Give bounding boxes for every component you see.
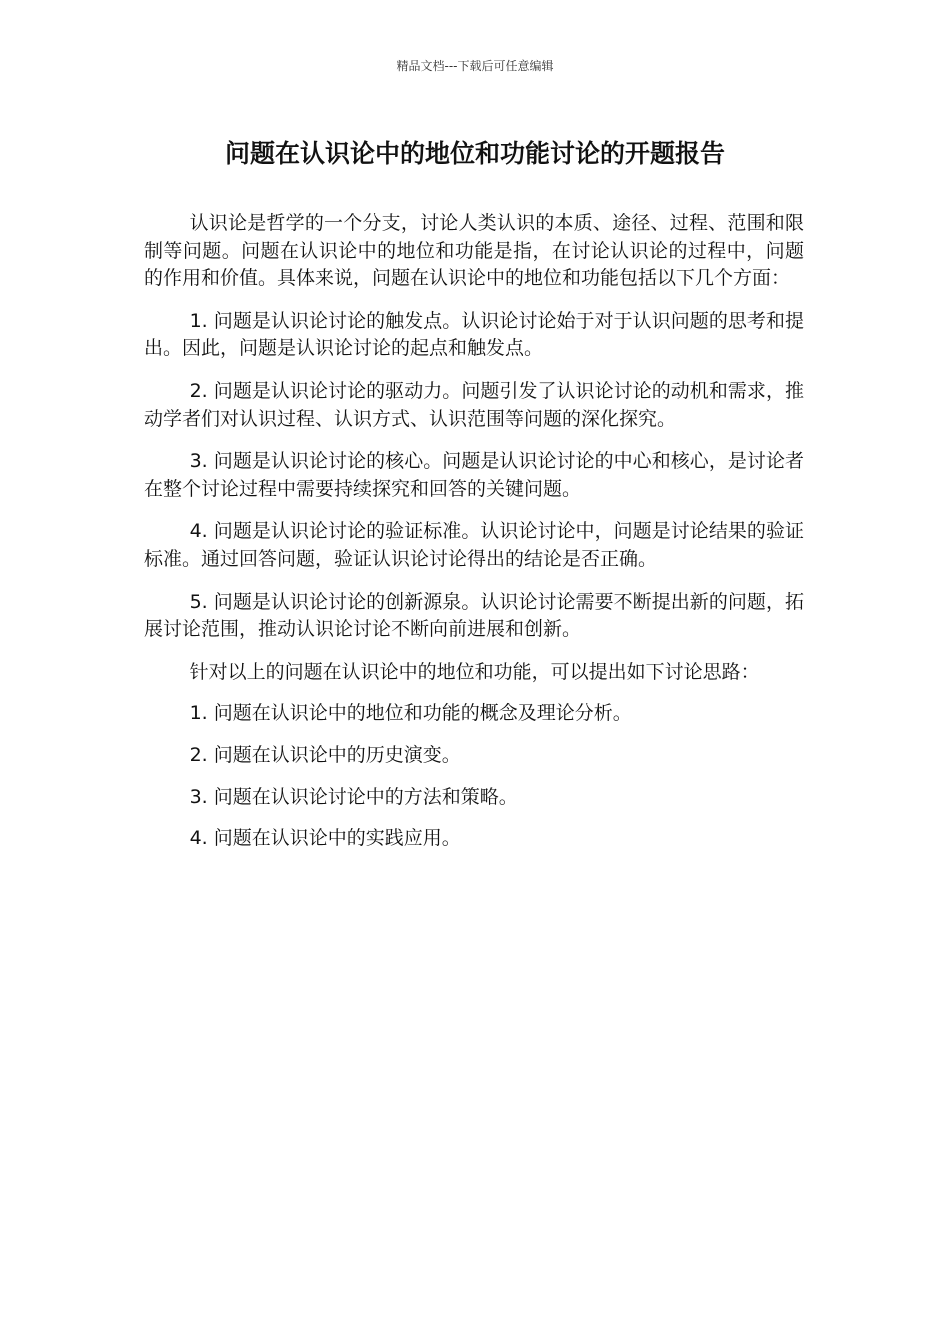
page-header-note: 精品文档---下载后可任意编辑 [396,59,554,73]
document-title: 问题在认识论中的地位和功能讨论的开题报告 [224,139,725,168]
point-paragraph-2: 2. 问题是认识论讨论的驱动力。问题引发了认识论讨论的动机和需求，推动学者们对认识过程、认识方式、认识范围等问题的深化探究。 [144,379,804,430]
point-paragraph-5: 5. 问题是认识论讨论的创新源泉。认识论讨论需要不断提出新的问题，拓展讨论范围，推动认识论讨论不断向前进展和创新。 [144,590,804,641]
outline-item-1: 1. 问题在认识论中的地位和功能的概念及理论分析。 [189,702,632,725]
outline-item-3: 3. 问题在认识论讨论中的方法和策略。 [189,785,518,808]
point-paragraph-3: 3. 问题是认识论讨论的核心。问题是认识论讨论的中心和核心，是讨论者在整个讨论过程中需要持续探究和回答的关键问题。 [144,450,804,500]
point-paragraph-4: 4. 问题是认识论讨论的验证标准。认识论讨论中，问题是讨论结果的验证标准。通过回答问题，验证认识论讨论得出的结论是否正确。 [144,520,804,570]
outline-intro-paragraph: 针对以上的问题在认识论中的地位和功能，可以提出如下讨论思路： [189,660,760,683]
point-paragraph-1: 1. 问题是认识论讨论的触发点。认识论讨论始于对于认识问题的思考和提出。因此，问题是认识论讨论的起点和触发点。 [144,309,804,360]
document-body [144,210,804,867]
outline-item-4: 4. 问题在认识论中的实践应用。 [189,827,461,850]
intro-paragraph: 认识论是哲学的一个分支，讨论人类认识的本质、途径、过程、范围和限制等问题。问题在认识论中的地位和功能是指，在讨论认识论的过程中，问题的作用和价值。具体来说，问题在认识论中的地位和功能包括以下几个方面： [144,212,804,290]
outline-item-2: 2. 问题在认识论中的历史演变。 [189,743,461,766]
